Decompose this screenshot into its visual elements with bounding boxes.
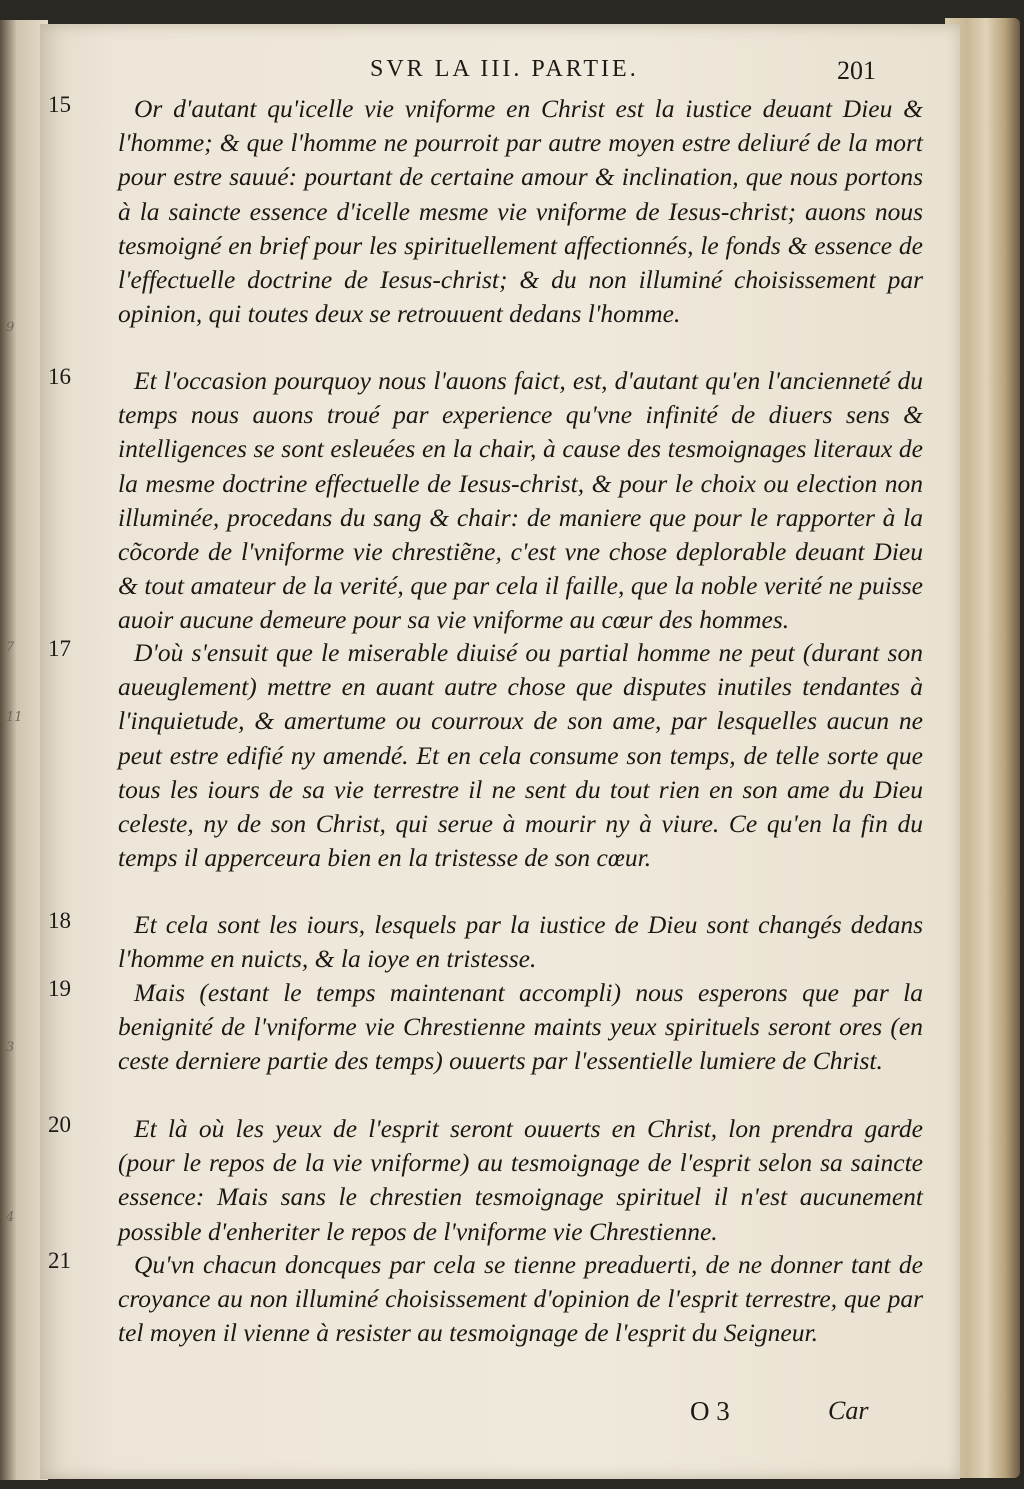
bleed-through-margin-marks: 9 7 11 3 4 (6, 320, 23, 1225)
verse-number: 16 (48, 364, 71, 389)
verse-number: 21 (48, 1248, 71, 1273)
page-header (40, 56, 960, 96)
running-title: SVR LA III. PARTIE. (370, 56, 639, 82)
verse-text: Mais (estant le temps maintenant accompli) nous esperons que par la benignité de l'vniforme vie Chrestienne maints yeux spirituels seront ores (en ceste derniere partie des temps) ouuerts par l'essentielle lumiere de Christ. (118, 978, 923, 1076)
catchword: Car (828, 1396, 869, 1425)
verse-text: Or d'autant qu'icelle vie vniforme en Christ est la iustice deuant Dieu & l'homme; & que l'homme ne pourroit par autre moyen estre deliuré de la mort pour estre sauué: pourtant de certaine amour & inclination, que nous portons à la saincte essence d'icelle mesme vie vniforme de Iesus-christ; auons nous tesmoigné en brief pour les spirituellement affectionnés, le fonds & essence de l'effectuelle doctrine de Iesus-christ; & du non illuminé choisissement par opinion, qui toutes deux se retrouuent dedans l'homme. (118, 94, 923, 329)
verse-text: Qu'vn chacun doncques par cela se tienne preaduerti, de ne donner tant de croyance au non illuminé choisissement d'opinion de l'esprit terrestre, que par tel moyen il vienne à resister au tesmoignage de l'esprit du Seigneur. (118, 1250, 923, 1348)
verse-text: D'où s'ensuit que le miserable diuisé ou partial homme ne peut (durant son aueuglement) mettre en auant autre chose que disputes inutiles tendantes à l'inquietude, & amertume ou courroux de son ame, par lesquelles aucun ne peut estre edifié ny amendé. Et en cela consume son temps, de telle sorte que tous les iours de sa vie terrestre il ne sent du tout rien en son ame du Dieu celeste, ny de son Christ, qui serue à mourir ny à viure. Ce qu'en la fin du temps il apperceura bien en la tristesse de son cœur. (118, 638, 923, 873)
verse-number: 17 (48, 636, 71, 661)
verse-text: Et là où les yeux de l'esprit seront ouuerts en Christ, lon prendra garde (pour le repos de la vie vniforme) au tesmoignage de l'esprit selon sa saincte essence: Mais sans le chrestien tesmoignage spirituel il n'est aucunement possible d'enheriter le repos de l'vniforme vie Chrestienne. (118, 1114, 923, 1246)
book-page (40, 24, 960, 1479)
verse-number: 19 (48, 976, 71, 1001)
verse-number: 15 (48, 92, 71, 117)
verse-number: 18 (48, 908, 71, 933)
signature-mark: O 3 (690, 1396, 730, 1426)
verse-text: Et l'occasion pourquoy nous l'auons faict, est, d'autant qu'en l'ancienneté du temps nous auons troué par experience qu'vne infinité de diuers sens & intelligences se sont esleuées en la chair, à cause des tesmoignages literaux de la mesme doctrine effectuelle de Iesus-christ, & pour le choix ou election non illuminée, procedans du sang & chair: de maniere que pour le rapporter à la cõcorde de l'vniforme vie chrestiẽne, c'est vne chose deplorable deuant Dieu & tout amateur de la verité, que par cela il faille, que la noble verité ne puisse auoir aucune demeure pour sa vie vniforme au cœur des hommes. (118, 366, 923, 635)
verse-text: Et cela sont les iours, lesquels par la iustice de Dieu sont changés dedans l'homme en nuicts, & la ioye en tristesse. (118, 910, 923, 974)
verse-number: 20 (48, 1112, 71, 1137)
page-number: 201 (837, 56, 876, 85)
